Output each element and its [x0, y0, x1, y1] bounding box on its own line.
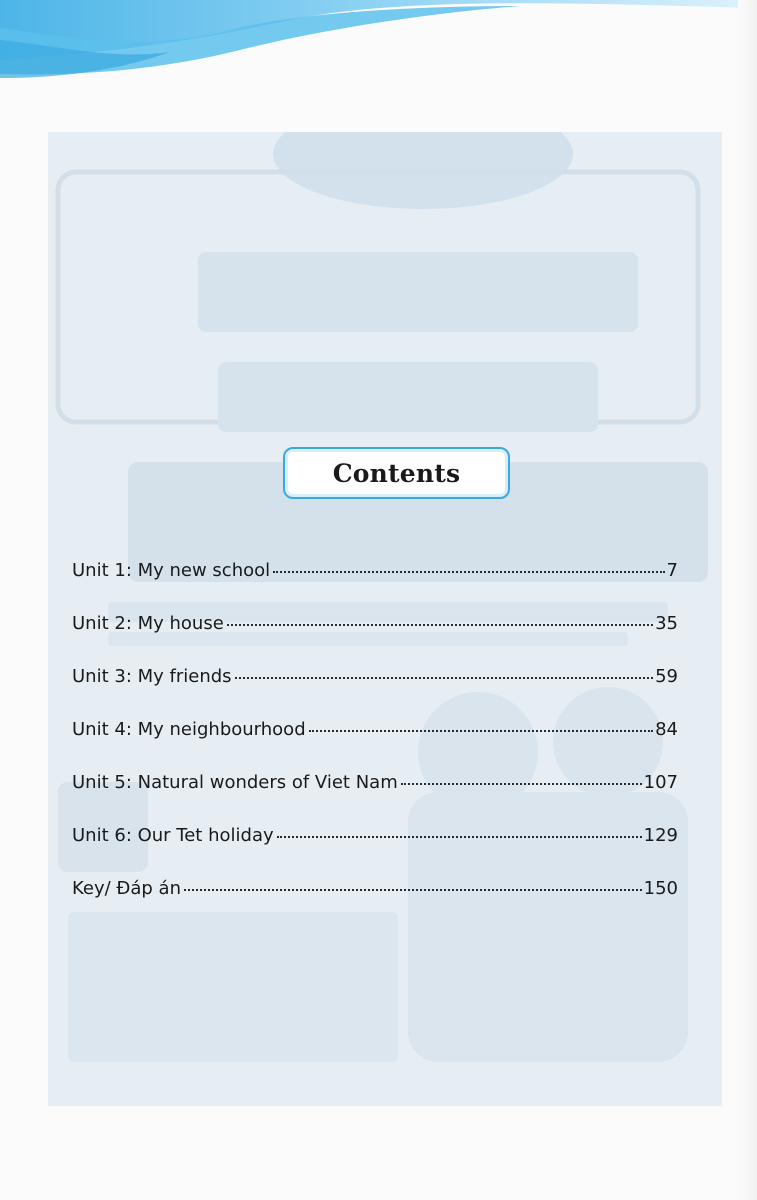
contents-title-box — [283, 447, 510, 499]
toc-entry-page: 150 — [643, 878, 678, 899]
toc-entry-page: 129 — [643, 825, 678, 846]
toc-dot-leader — [235, 677, 654, 679]
table-of-contents — [72, 560, 678, 931]
toc-entry-page: 7 — [666, 560, 678, 581]
toc-dot-leader — [184, 889, 642, 891]
page-title: Contents — [332, 458, 461, 488]
toc-entry-label: Key/ Đáp án — [72, 878, 181, 899]
toc-entry-label: Unit 5: Natural wonders of Viet Nam — [72, 772, 398, 793]
toc-entry-unit-6[interactable] — [72, 825, 678, 878]
toc-entry-label: Unit 4: My neighbourhood — [72, 719, 306, 740]
toc-dot-leader — [401, 783, 642, 785]
toc-entry-label: Unit 2: My house — [72, 613, 224, 634]
toc-dot-leader — [277, 836, 642, 838]
toc-entry-unit-3[interactable] — [72, 666, 678, 719]
toc-entry-unit-4[interactable] — [72, 719, 678, 772]
toc-entry-page: 35 — [655, 613, 678, 634]
toc-entry-unit-1[interactable] — [72, 560, 678, 613]
toc-entry-unit-5[interactable] — [72, 772, 678, 825]
page-edge-shadow — [738, 0, 757, 1200]
toc-entry-label: Unit 1: My new school — [72, 560, 271, 581]
toc-entry-page: 84 — [655, 719, 678, 740]
toc-entry-label: Unit 3: My friends — [72, 666, 232, 687]
toc-dot-leader — [273, 571, 664, 573]
toc-entry-unit-2[interactable] — [72, 613, 678, 666]
toc-entry-label: Unit 6: Our Tet holiday — [72, 825, 274, 846]
toc-entry-page: 107 — [643, 772, 678, 793]
toc-dot-leader — [227, 624, 653, 626]
toc-entry-key[interactable] — [72, 878, 678, 931]
top-wave-decoration — [0, 0, 757, 80]
toc-dot-leader — [309, 730, 653, 732]
toc-entry-page: 59 — [655, 666, 678, 687]
